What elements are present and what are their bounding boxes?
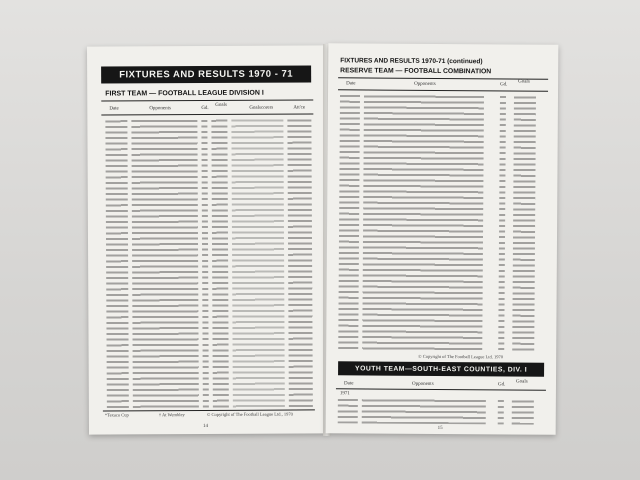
youth-date-rows [338, 397, 358, 423]
youth-column-rule [336, 388, 546, 390]
reserve-col-date: Date [346, 81, 356, 87]
column-rule [101, 113, 313, 115]
youth-col-date: Date [343, 381, 354, 387]
youth-col-opponents: Opponents [411, 381, 434, 387]
youth-opponents-rows [362, 397, 486, 424]
running-head: FIXTURES AND RESULTS 1970-71 (continued) [340, 57, 483, 66]
reserve-team-title: RESERVE TEAM — FOOTBALL COMBINATION [340, 67, 492, 76]
fixtures-banner: FIXTURES AND RESULTS 1970 - 71 [101, 65, 311, 83]
wembley-footnote: † At Wembley [158, 412, 185, 418]
copyright-right: © Copyright of The Football League Ltd. 1970 [418, 353, 504, 360]
reserve-title-rule [338, 77, 548, 79]
col-ground: Gd. [201, 105, 209, 112]
goalscorers-column-rows [231, 118, 285, 408]
reserve-date-rows [338, 93, 360, 351]
reserve-goals-rows [512, 94, 536, 352]
col-opponents: Opponents [149, 106, 171, 112]
subtitle-rule [101, 99, 313, 101]
first-team-subtitle: FIRST TEAM — FOOTBALL LEAGUE DIVISION I [105, 89, 264, 98]
reserve-col-goals: Goals [518, 79, 530, 85]
opponents-column-rows [131, 118, 199, 408]
col-goalscorers: Goalscorers [249, 105, 274, 111]
youth-goals-rows [512, 398, 534, 424]
reserve-ground-rows [498, 94, 506, 352]
reserve-opponents-rows [362, 93, 484, 352]
col-date: Date [109, 106, 119, 112]
attendance-column-rows [287, 117, 313, 407]
youth-col-goals: Goals [515, 379, 528, 385]
reserve-column-rule [338, 89, 548, 91]
youth-team-banner: YOUTH TEAM—SOUTH-EAST COUNTIES, DIV. I [338, 361, 544, 376]
youth-ground-rows [498, 398, 504, 424]
texaco-footnote: *Texaco Cup [104, 412, 129, 418]
goals-column-rows [211, 118, 229, 408]
youth-year: 1971 [339, 391, 350, 397]
col-attendance: Att'ce [293, 105, 306, 111]
youth-col-ground: Gd. [497, 382, 506, 388]
right-page [326, 43, 559, 435]
col-goals: Goals [215, 102, 227, 108]
ground-column-rows [201, 118, 209, 408]
date-column-rows [105, 118, 129, 408]
copyright-left: © Copyright of The Football League Ltd., 1970 [206, 411, 293, 418]
reserve-col-ground: Gd. [500, 82, 508, 88]
page-number-right: 15 [437, 425, 443, 432]
page-number-left: 14 [202, 423, 208, 430]
left-page [87, 45, 327, 434]
reserve-col-opponents: Opponents [414, 81, 436, 87]
